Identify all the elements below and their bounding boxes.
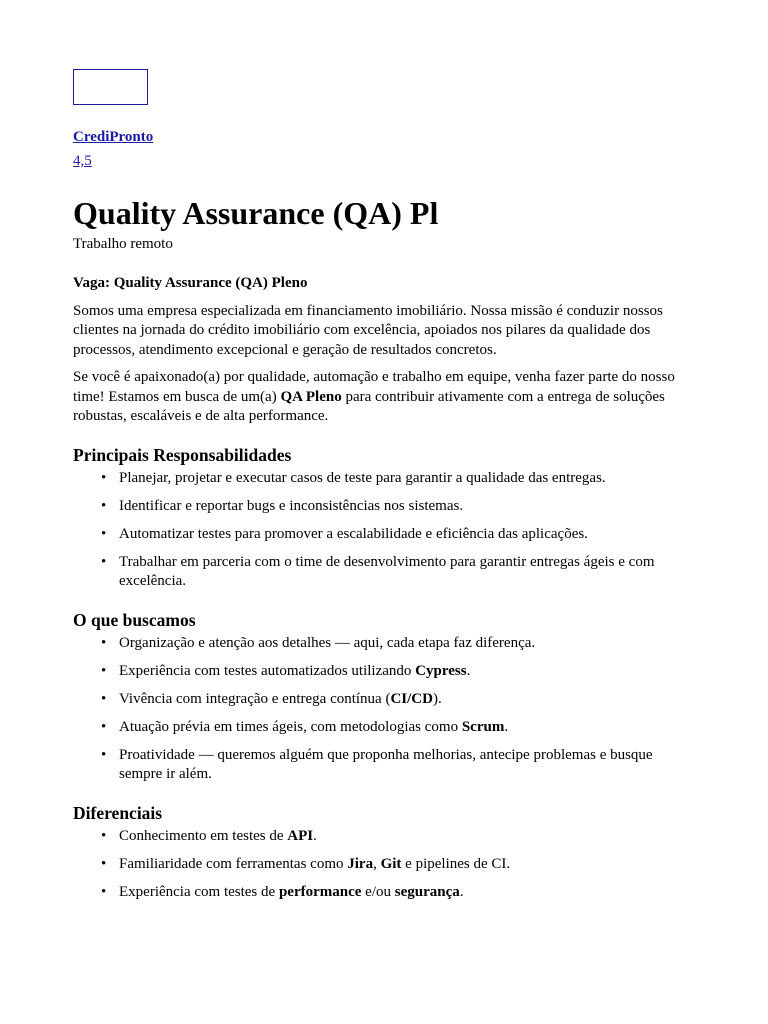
item-text: Experiência com testes automatizados utilizando — [119, 662, 416, 679]
item-text: . — [504, 718, 509, 735]
list-item — [119, 827, 695, 847]
invite-text-after: para contribuir ativamente com a entrega de soluções robustas, escaláveis e de alta performance. — [73, 388, 665, 424]
item-text: Experiência com testes de — [119, 883, 279, 900]
item-bold: Jira — [347, 855, 374, 872]
list-item: • Planejar, projetar e executar casos de teste para garantir a qualidade das entregas. — [119, 469, 695, 489]
requirements-list — [73, 634, 695, 785]
item-text: Familiaridade com ferramentas como — [119, 855, 348, 872]
list-item — [119, 855, 695, 875]
list-item: • Proatividade — queremos alguém que proponha melhorias, antecipe problemas e busque sempre ir além. — [119, 746, 695, 785]
item-text: e pipelines de CI. — [401, 855, 511, 872]
item-text: Atuação prévia em times ágeis, com metodologias como — [119, 718, 462, 735]
list-item — [119, 883, 695, 903]
invite-role-bold: QA Pleno — [280, 388, 342, 405]
item-bold: API — [287, 827, 314, 844]
item-text: . — [466, 662, 471, 679]
intro-paragraph: Somos uma empresa especializada em financiamento imobiliário. Nossa missão é conduzir nossos clientes na jornada do crédito imobiliário com excelência, apoiados nos pilares da qualidade dos processos, atendimento excepcional e geração de resultados concretos. — [73, 302, 663, 358]
item-bold: Scrum — [461, 718, 505, 735]
invite-paragraph — [73, 368, 695, 427]
list-item — [119, 718, 695, 738]
item-bold: Git — [380, 855, 402, 872]
item-bold: performance — [278, 883, 362, 900]
invite-text-before: Se você é apaixonado(a) por qualidade, automação e trabalho em equipe, venha fazer parte do nosso time! Estamos em busca de um(a) — [73, 369, 675, 405]
job-title: Quality Assurance (QA) Pl — [73, 195, 439, 231]
responsibilities-heading: Principais Responsabilidades — [73, 444, 292, 465]
differentials-list — [73, 827, 695, 903]
differentials-heading: Diferenciais — [73, 802, 163, 823]
item-text: e/ou — [361, 883, 395, 900]
requirements-heading: O que buscamos — [73, 609, 196, 630]
list-item: • Automatizar testes para promover a escalabilidade e eficiência das aplicações. — [119, 525, 695, 545]
item-text: . — [459, 883, 464, 900]
responsibilities-list — [73, 469, 695, 592]
vaga-label: Vaga: Quality Assurance (QA) Pleno — [73, 275, 308, 291]
item-text: Conhecimento em testes de — [119, 827, 288, 844]
list-item: • Trabalhar em parceria com o time de desenvolvimento para garantir entregas ágeis e com excelência. — [119, 553, 695, 592]
item-bold: CI/CD — [390, 690, 433, 707]
item-bold: segurança — [394, 883, 460, 900]
list-item — [119, 662, 695, 682]
item-text: . — [313, 827, 317, 844]
list-item: • Identificar e reportar bugs e inconsistências nos sistemas. — [119, 497, 695, 517]
company-name-link[interactable]: CrediPronto — [73, 129, 154, 145]
work-mode-label: Trabalho remoto — [73, 236, 173, 252]
list-item — [119, 690, 695, 710]
job-description — [73, 274, 695, 911]
item-text: , — [373, 855, 381, 872]
list-item: • Organização e atenção aos detalhes — aqui, cada etapa faz diferença. — [119, 634, 695, 654]
company-rating-link[interactable]: 4,5 — [73, 153, 92, 169]
item-bold: Cypress — [415, 662, 467, 679]
company-logo-placeholder[interactable] — [73, 69, 148, 105]
item-text: Vivência com integração e entrega contínua ( — [119, 690, 391, 707]
item-text: ). — [432, 690, 442, 707]
